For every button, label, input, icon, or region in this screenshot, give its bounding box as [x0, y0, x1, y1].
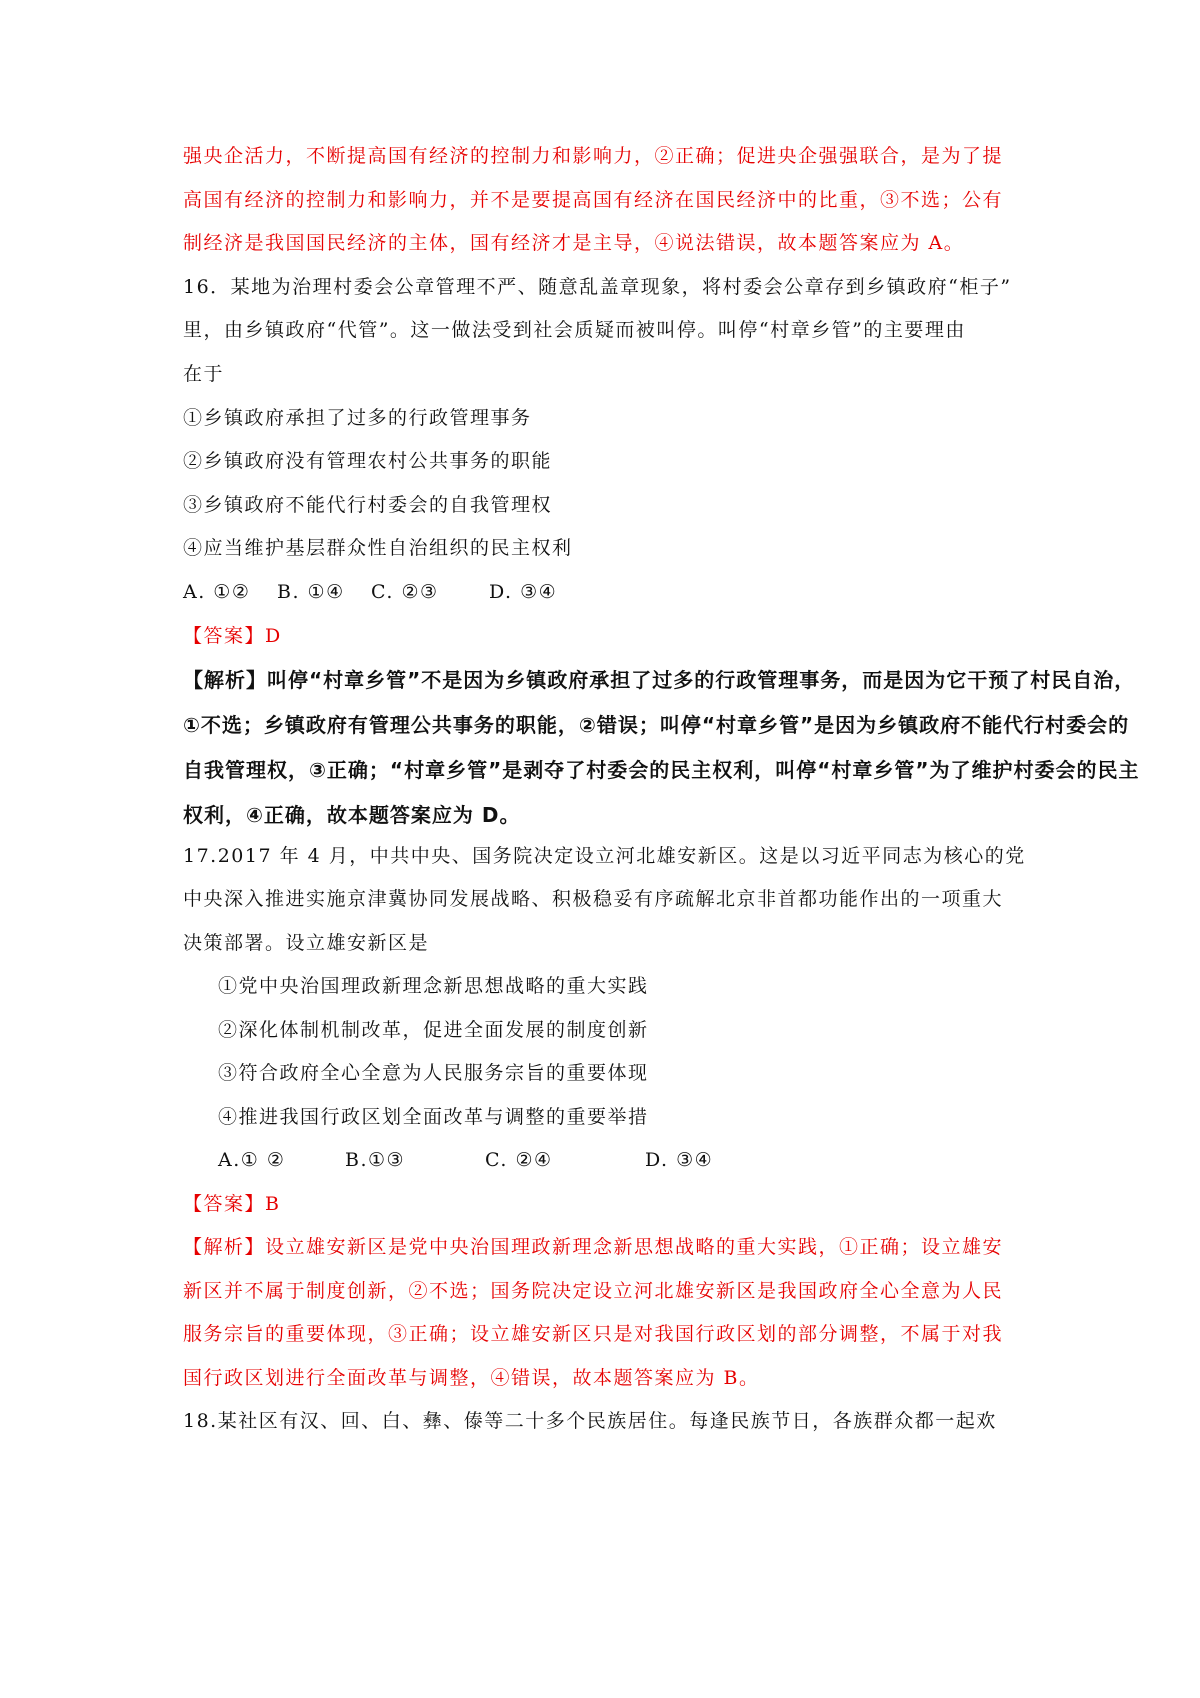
q17-analysis-line: 【解析】设立雄安新区是党中央治国理政新理念新思想战略的重大实践，①正确；设立雄安: [183, 1236, 1004, 1258]
q17-item-2: ②深化体制机制改革，促进全面发展的制度创新: [218, 1019, 649, 1041]
q17-item-1: ①党中央治国理政新理念新思想战略的重大实践: [218, 975, 649, 997]
q16-stem-line: 在于: [183, 363, 225, 385]
q16-stem-line: 16．某地为治理村委会公章管理不严、随意乱盖章现象，将村委会公章存到乡镇政府“柜子”: [183, 276, 1012, 298]
q16-answer: 【答案】D: [183, 625, 282, 647]
q16-stem-line: 里，由乡镇政府“代管”。这一做法受到社会质疑而被叫停。叫停“村章乡管”的主要理由: [183, 319, 966, 341]
q16-item-4: ④应当维护基层群众性自治组织的民主权利: [183, 537, 573, 559]
q16-analysis-line: 【解析】叫停“村章乡管”不是因为乡镇政府承担了过多的行政管理事务，而是因为它干预了村民自治，: [183, 668, 1136, 692]
q17-answer: 【答案】B: [183, 1193, 281, 1215]
q17-item-3: ③符合政府全心全意为人民服务宗旨的重要体现: [218, 1062, 649, 1084]
q16-analysis-line: ①不选；乡镇政府有管理公共事务的职能，②错误；叫停“村章乡管”是因为乡镇政府不能代行村委会的: [183, 713, 1130, 737]
q17-stem-line: 17.2017 年 4 月，中共中央、国务院决定设立河北雄安新区。这是以习近平同志为核心的党: [183, 845, 1026, 867]
q16-option-d: D. ③④: [489, 581, 558, 603]
q16-options: [183, 578, 557, 606]
q17-analysis-line: 新区并不属于制度创新，②不选；国务院决定设立河北雄安新区是我国政府全心全意为人民: [183, 1280, 1004, 1302]
q16-option-a: A. ①②: [183, 581, 251, 603]
q17-option-c: C. ②④: [485, 1149, 553, 1171]
prev-analysis-line: 强央企活力，不断提高国有经济的控制力和影响力，②正确；促进央企强强联合，是为了提: [183, 145, 1004, 167]
q18-stem-line: 18.某社区有汉、回、白、彝、傣等二十多个民族居住。每逢民族节日，各族群众都一起欢: [183, 1410, 997, 1432]
q16-analysis-line: 权利，④正确，故本题答案应为 D。: [183, 803, 521, 827]
q16-item-2: ②乡镇政府没有管理农村公共事务的职能: [183, 450, 553, 472]
q17-item-4: ④推进我国行政区划全面改革与调整的重要举措: [218, 1106, 649, 1128]
q16-analysis-line: 自我管理权，③正确；“村章乡管”是剥夺了村委会的民主权利，叫停“村章乡管”为了维护村委会的民主: [183, 758, 1140, 782]
q16-item-1: ①乡镇政府承担了过多的行政管理事务: [183, 407, 532, 429]
prev-analysis-line: 高国有经济的控制力和影响力，并不是要提高国有经济在国民经济中的比重，③不选；公有: [183, 189, 1004, 211]
q17-analysis-line: 国行政区划进行全面改革与调整，④错误，故本题答案应为 B。: [183, 1367, 760, 1389]
q17-stem-line: 决策部署。设立雄安新区是: [183, 932, 430, 954]
q16-option-b: B. ①④: [277, 581, 345, 603]
q17-stem-line: 中央深入推进实施京津冀协同发展战略、积极稳妥有序疏解北京非首都功能作出的一项重大: [183, 888, 1004, 910]
q16-option-c: C. ②③: [371, 581, 439, 603]
q16-item-3: ③乡镇政府不能代行村委会的自我管理权: [183, 494, 553, 516]
prev-analysis-line: 制经济是我国国民经济的主体，国有经济才是主导，④说法错误，故本题答案应为 A。: [183, 232, 965, 254]
q17-options: [218, 1146, 713, 1174]
q17-analysis-line: 服务宗旨的重要体现，③正确；设立雄安新区只是对我国行政区划的部分调整，不属于对我: [183, 1323, 1004, 1345]
q17-option-a: A.① ②: [218, 1149, 286, 1171]
q17-option-d: D. ③④: [645, 1149, 714, 1171]
q17-option-b: B.①③: [345, 1149, 406, 1171]
